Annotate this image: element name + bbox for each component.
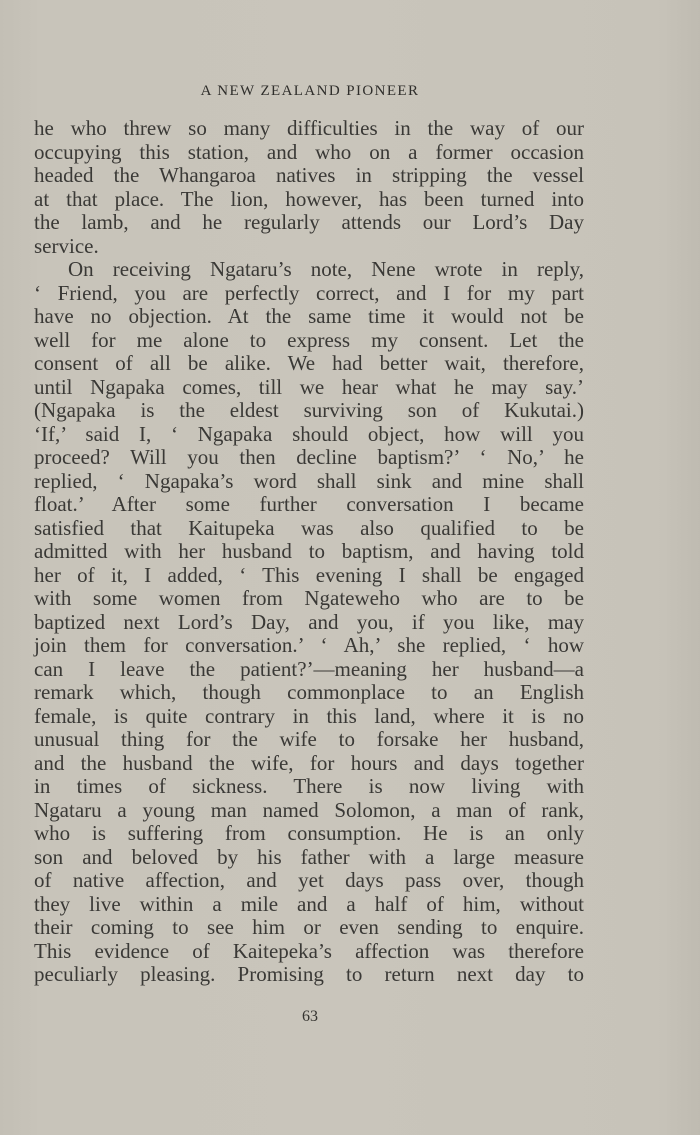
text-line: son and beloved by his father with a large measure [34, 844, 584, 869]
text-line: satisfied that Kaitupeka was also qualified to be [34, 515, 584, 540]
text-line: Ngataru a young man named Solomon, a man of rank, [34, 797, 584, 822]
text-line: and the husband the wife, for hours and days together [34, 750, 584, 775]
text-line: they live within a mile and a half of him, without [34, 891, 584, 916]
text-line: proceed? Will you then decline baptism?’ ‘ No,’ he [34, 445, 584, 469]
text-line: ‘ Friend, you are perfectly correct, and I for my part [34, 280, 584, 305]
text-line: the lamb, and he regularly attends our Lord’s Day [34, 210, 584, 234]
text-line: headed the Whangaroa natives in stripping the vessel [34, 163, 584, 187]
text-line: who is suffering from consumption. He is an only [34, 821, 584, 845]
text-line: admitted with her husband to baptism, and having told [34, 539, 584, 563]
page-number: 63 [302, 1008, 318, 1025]
text-line: female, is quite contrary in this land, where it is no [34, 703, 584, 728]
text-line: remark which, though commonplace to an English [34, 680, 584, 704]
text-line: ‘If,’ said I, ‘ Ngapaka should object, how will you [34, 421, 584, 446]
text-line: join them for conversation.’ ‘ Ah,’ she replied, ‘ how [34, 633, 584, 657]
text-line: have no objection. At the same time it would not be [34, 304, 584, 328]
text-line: her of it, I added, ‘ This evening I shall be engaged [34, 562, 584, 587]
text-line: peculiarly pleasing. Promising to return next day to [34, 962, 584, 986]
body-text [34, 117, 584, 987]
text-line: baptized next Lord’s Day, and you, if you like, may [34, 609, 584, 634]
text-line: at that place. The lion, however, has been turned into [34, 186, 584, 211]
text-line: until Ngapaka comes, till we hear what he may say.’ [34, 374, 584, 399]
text-line: (Ngapaka is the eldest surviving son of Kukutai.) [34, 398, 584, 422]
text-line: replied, ‘ Ngapaka’s word shall sink and mine shall [34, 468, 584, 493]
text-line: consent of all be alike. We had better wait, therefore, [34, 351, 584, 375]
text-line: occupying this station, and who on a former occasion [34, 139, 584, 164]
text-line: unusual thing for the wife to forsake her husband, [34, 727, 584, 751]
text-line: service. [34, 233, 99, 258]
text-line: he who threw so many difficulties in the way of our [34, 116, 584, 140]
text-line: This evidence of Kaitepeka’s affection was therefore [34, 938, 584, 963]
text-line: well for me alone to express my consent. Let the [34, 327, 584, 352]
text-line: of native affection, and yet days pass over, though [34, 868, 584, 892]
text-line: in times of sickness. There is now living with [34, 774, 584, 798]
text-line: can I leave the patient?’—meaning her husband—a [34, 656, 584, 681]
text-line: On receiving Ngataru’s note, Nene wrote in reply, [68, 257, 584, 281]
running-head: A NEW ZEALAND PIONEER [200, 83, 420, 99]
text-line: float.’ After some further conversation I became [34, 492, 584, 516]
text-line: with some women from Ngateweho who are to be [34, 586, 584, 610]
text-line: their coming to see him or even sending to enquire. [34, 915, 584, 939]
